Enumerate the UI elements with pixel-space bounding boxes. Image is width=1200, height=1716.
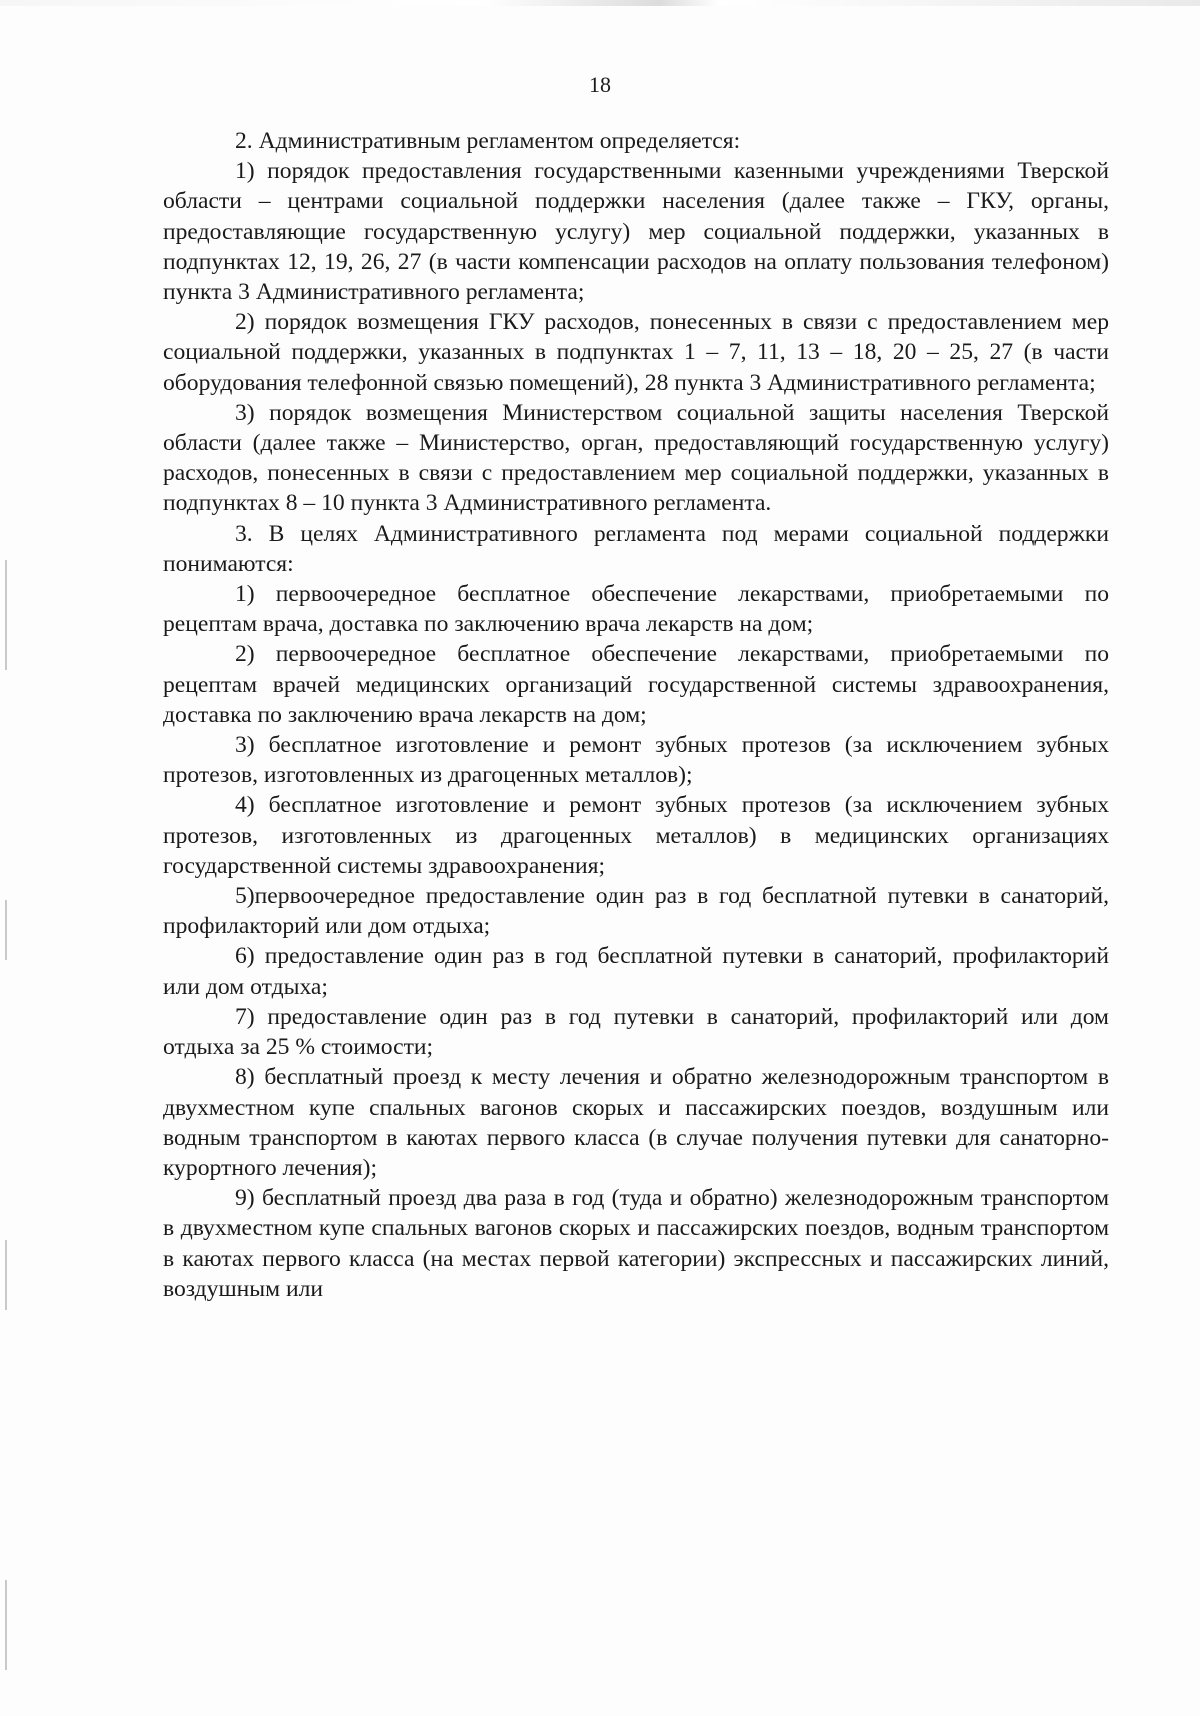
paragraph: 1) порядок предоставления государственными казенными учреждениями Тверской области – центрами социальной поддержки населения (далее также – ГКУ, органы, предоставляющие государственную услугу) мер социальной поддержки, указанных в подпунктах 12, 19, 26, 27 (в части компенсации расходов на оплату пользования телефоном) пункта 3 Административного регламента; [163,158,1109,306]
paragraph: 3) порядок возмещения Министерством социальной защиты населения Тверской области (далее также – Министерство, орган, предоставляющий государственную услугу) расходов, понесенных в связи с предоставлением мер социальной поддержки, указанных в подпунктах 8 – 10 пункта 3 Административного регламента. [163,399,1109,517]
scan-top-edge [0,0,1200,6]
scan-margin-mark [5,560,7,670]
scan-margin-mark [5,1240,7,1310]
paragraph: 1) первоочередное бесплатное обеспечение лекарствами, приобретаемыми по рецептам врача, доставка по заключению врача лекарств на дом; [163,581,1109,638]
paragraph: 3. В целях Административного регламента под мерами социальной поддержки понимаются: [163,520,1109,577]
page-number: 18 [589,72,611,97]
scan-margin-mark [5,900,7,960]
paragraph: 4) бесплатное изготовление и ремонт зубных протезов (за исключением зубных протезов, изготовленных из драгоценных металлов) в медицинских организациях государственной системы здравоохранения; [163,792,1109,879]
scan-margin-mark [5,1580,7,1670]
paragraph: 2) порядок возмещения ГКУ расходов, понесенных в связи с предоставлением мер социальной поддержки, указанных в подпунктах 1 – 7, 11, 13 – 18, 20 – 25, 27 (в части оборудования телефонной связью помещений), 28 пункта 3 Административного регламента; [163,309,1109,396]
paragraph: 9) бесплатный проезд два раза в год (туда и обратно) железнодорожным транспортом в двухместном купе спальных вагонов скорых и пассажирских поездов, водным транспортом в каютах первого класса (на местах первой категории) экспрессных и пассажирских линий, воздушным или [163,1185,1109,1302]
paragraph: 6) предоставление один раз в год бесплатной путевки в санаторий, профилакторий или дом отдыха; [163,943,1109,1000]
paragraph: 5)первоочередное предоставление один раз в год бесплатной путевки в санаторий, профилакторий или дом отдыха; [163,883,1109,940]
paragraph: 2. Административным регламентом определяется: [235,128,741,154]
paragraph: 7) предоставление один раз в год путевки в санаторий, профилакторий или дом отдыха за 25 % стоимости; [163,1003,1109,1061]
document-body [163,126,1109,1304]
paragraph: 2) первоочередное бесплатное обеспечение лекарствами, приобретаемыми по рецептам врачей медицинских организаций государственной системы здравоохранения, доставка по заключению врача лекарств на дом; [163,641,1109,728]
paragraph: 3) бесплатное изготовление и ремонт зубных протезов (за исключением зубных протезов, изготовленных из драгоценных металлов); [163,732,1109,789]
paragraph: 8) бесплатный проезд к месту лечения и обратно железнодорожным транспортом в двухместном купе спальных вагонов скорых и пассажирских поездов, воздушным или водным транспортом в каютах первого класса (в случае получения путевки для санаторно-курортного лечения); [163,1064,1109,1181]
